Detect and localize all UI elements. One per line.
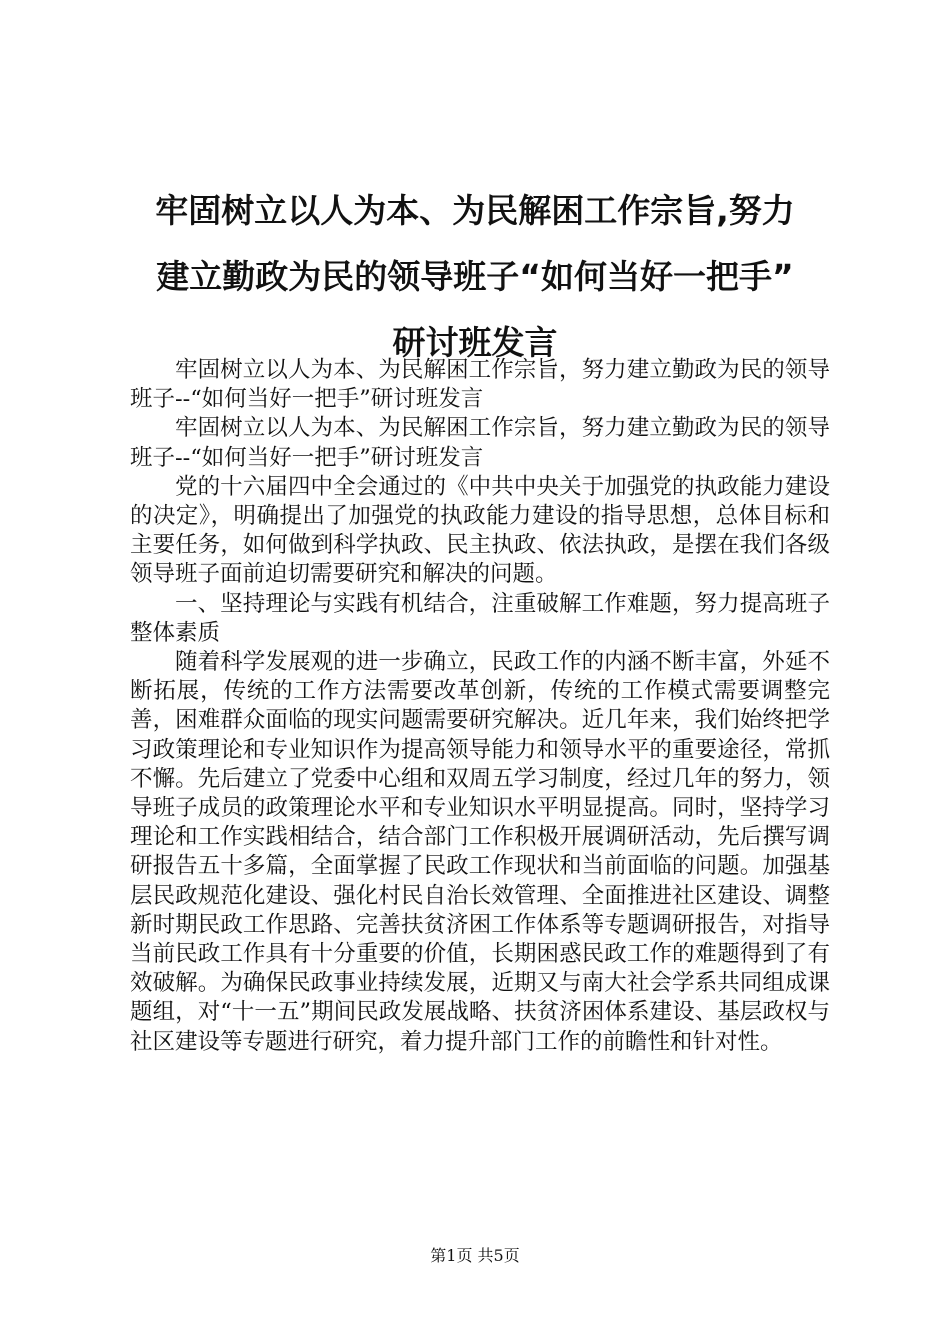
paragraph: 党的十六届四中全会通过的《中共中央关于加强党的执政能力建设的决定》，明确提出了加强党的执政能力建设的指导思想，总体目标和主要任务，如何做到科学执政、民主执政、依法执政，是摆在我们各级领导班子面前迫切需要研究和解决的问题。 [130,473,830,588]
document-title [110,178,840,376]
document-body [130,356,830,1057]
paragraph: 牢固树立以人为本、为民解困工作宗旨，努力建立勤政为民的领导班子--“如何当好一把手”研讨班发言 [130,357,830,413]
title-line: 建立勤政为民的领导班子“如何当好一把手” [156,257,794,296]
paragraph: 牢固树立以人为本、为民解困工作宗旨，努力建立勤政为民的领导班子--“如何当好一把手”研讨班发言 [130,415,830,471]
page-footer: 第1页 共5页 [430,1246,520,1265]
title-line: 牢固树立以人为本、为民解困工作宗旨,努力 [155,191,795,230]
title-line: 研讨班发言 [392,323,558,362]
paragraph: 随着科学发展观的进一步确立，民政工作的内涵不断丰富，外延不断拓展，传统的工作方法需要改革创新，传统的工作模式需要调整完善，困难群众面临的现实问题需要研究解决。近几年来，我们始终把学习政策理论和专业知识作为提高领导能力和领导水平的重要途径，常抓不懈。先后建立了党委中心组和双周五学习制度，经过几年的努力，领导班子成员的政策理论水平和专业知识水平明显提高。同时，坚持学习理论和工作实践相结合，结合部门工作积极开展调研活动，先后撰写调研报告五十多篇，全面掌握了民政工作现状和当前面临的问题。加强基层民政规范化建设、强化村民自治长效管理、全面推进社区建设、调整新时期民政工作思路、完善扶贫济困工作体系等专题调研报告，对指导当前民政工作具有十分重要的价值，长期困惑民政工作的难题得到了有效破解。为确保民政事业持续发展，近期又与南大社会学系共同组成课题组，对“十一五”期间民政发展战略、扶贫济困体系建设、基层政权与社区建设等专题进行研究，着力提升部门工作的前瞻性和针对性。 [130,649,830,1055]
section-heading: 一、坚持理论与实践有机结合，注重破解工作难题，努力提高班子整体素质 [130,590,830,646]
